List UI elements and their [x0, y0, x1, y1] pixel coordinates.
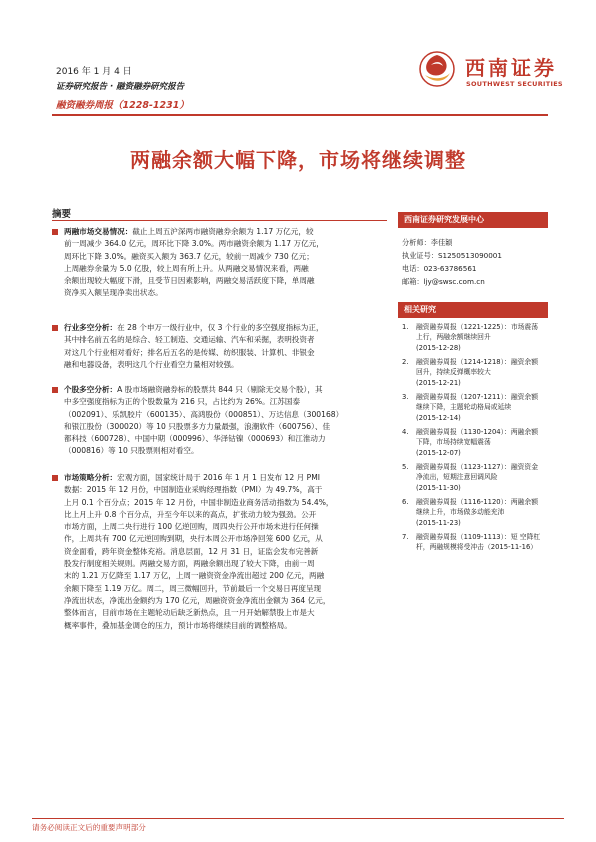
bullet-square-icon — [52, 475, 58, 481]
report-date: 2016 年 1 月 4 日 — [56, 67, 132, 77]
related-research-heading: 相关研究 — [398, 302, 548, 318]
abstract-item-lead: 个股多空分析： — [64, 385, 118, 394]
bullet-square-icon — [52, 325, 58, 331]
bullet-square-icon — [52, 229, 58, 235]
abstract-divider — [52, 220, 387, 221]
abstract-item-lead: 行业多空分析： — [64, 323, 118, 332]
abstract-item-body: 市场策略分析：宏观方面，国家统计局于 2016 年 1 月 1 日发布 12 月 PMI 数据：2015 年 12 月份，中国制造业采购经理指数（PMI）为 49.7%，高于 上月 0.1 个百分点；2015 年 12 月份，中国非制造业商务活动指数为 54.4%， 比上月上升 0.8 个百分点，升至今年以来的高点，扩张动力较为强劲。公开 市场方面，上周二央行进行 100 亿逆回购，周四央行公开市场未进行任何操 作，上周共有 700 亿元逆回购到期，央行本周公开市场净回笼 600 亿元，从 资金面看，跨年资金整体充裕。消息层面，12 月 31 日，证监会发布完善新 股发行制度相关规则。两融交易方面，两融余额出现了较大下降，由前一周 末的 1.21 万亿降至 1.17 万亿，上周一融资资金净流出超过 200 亿元，两融 余额下降至 1.19 万亿。周二，周三微幅回升，节前最后一个交易日再度呈现 净流出状态，净流出金额约为 170 亿元，周融资资金净流出金额为 364 亿元， 整体而言，目前市场在主题轮动后缺乏新热点，且一月开始解禁股上市是大 概率事件，叠加基金调仓的压力，预计市场将继续目前的调整格局。 — [64, 473, 334, 630]
header-divider — [52, 114, 548, 116]
analyst-license: 执业证号：S1250513090001 — [402, 251, 502, 260]
related-report-item[interactable]: 5. 融资融券周报（1123-1127）：融资资金 净流出，短期注意回调风险 (2015-11-30) — [402, 463, 539, 492]
report-title: 两融余额大幅下降，市场将继续调整 — [130, 148, 466, 172]
abstract-item-body: 个股多空分析：A 股市场融资融券标的股票共 844 只（剔除无交易个股），其 中多空强度指标为正的个股数量为 216 只，占比约为 26%。江苏国泰 （002091）、乐凯胶片（600135）、高鸿股份（000851）、万达信息（300168） 和银江股份（300020）等 10 只股票多方力量最强，浪潮软件（600756）、佳 都科技（600728）、中国中期（000996）、华泽钴镍（000693）和江淮动力 （000816）等 10 只股票则相对看空。 — [64, 385, 344, 456]
abstract-item-body: 行业多空分析：在 28 个申万一级行业中，仅 3 个行业的多空强度指标为正， 其中排名前五名的是综合、轻工制造、交通运输、汽车和采掘，表明投资者 对这几个行业相对看好；排名后五名的是传媒、纺织服装、计算机、非银金 融和电器设备，表明这几个行业看空力量相对较强。 — [64, 323, 324, 369]
footer-disclaimer: 请务必阅读正文后的重要声明部分 — [32, 823, 146, 832]
abstract-heading: 摘要 — [52, 209, 72, 220]
analyst-phone: 电话：023-63786561 — [402, 264, 477, 273]
report-series: 融资融券周报（1228-1231） — [56, 100, 189, 111]
report-category: 证券研究报告 · 融资融券研究报告 — [56, 82, 185, 92]
brand-name-en: SOUTHWEST SECURITIES — [466, 80, 563, 88]
related-report-item[interactable]: 4. 融资融券周报（1130-1204）：两融余额 下降，市场持续宽幅震荡 (2015-12-07) — [402, 428, 539, 457]
abstract-item-body: 两融市场交易情况：截止上周五沪深两市融资融券余额为 1.17 万亿元，较 前一周减少 364.0 亿元，周环比下降 3.0%。两市融资余额为 1.17 万亿元， 周环比下降 3.0%。融资买入额为 363.7 亿元，较前一周减少 730 亿元； 上周融券余量为 5.0 亿股，较上周有所上升。从两融交易情况来看，两融 余额出现较大幅度下滑，且受节日因素影响，两融交易活跃度下降，单周融 资净买入额呈现净卖出状态。 — [64, 227, 324, 298]
analyst-email[interactable]: 邮箱：ljy@swsc.com.cn — [402, 277, 485, 286]
bullet-square-icon — [52, 387, 58, 393]
footer-divider — [32, 818, 564, 819]
brand-name: 西南证券 — [465, 56, 557, 80]
related-report-item[interactable]: 7. 融资融券周报（1109-1113）：短 空降杠 杆，两融规模将受冲击（2015-11-16） — [402, 533, 541, 552]
related-report-item[interactable]: 3. 融资融券周报（1207-1211）：融资余额 继续下降，主题轮动格局或延续 (2015-12-14) — [402, 393, 539, 422]
research-center-heading: 西南证券研究发展中心 — [398, 212, 548, 228]
report-header — [0, 0, 596, 120]
abstract-item-lead: 两融市场交易情况： — [64, 227, 133, 236]
related-report-item[interactable]: 1. 融资融券周报（1221-1225）：市场震荡 上行，两融余额继续回升 (2015-12-28) — [402, 323, 539, 352]
abstract-item-lead: 市场策略分析： — [64, 473, 118, 482]
related-report-item[interactable]: 6. 融资融券周报（1116-1120）：两融余额 继续上升，市场做多动能充沛 (2015-11-23) — [402, 498, 539, 527]
related-report-item[interactable]: 2. 融资融券周报（1214-1218）：融资余额 回升，持续反弹概率较大 (2015-12-21) — [402, 358, 539, 387]
analyst-name: 分析师：李佳颖 — [402, 238, 453, 247]
